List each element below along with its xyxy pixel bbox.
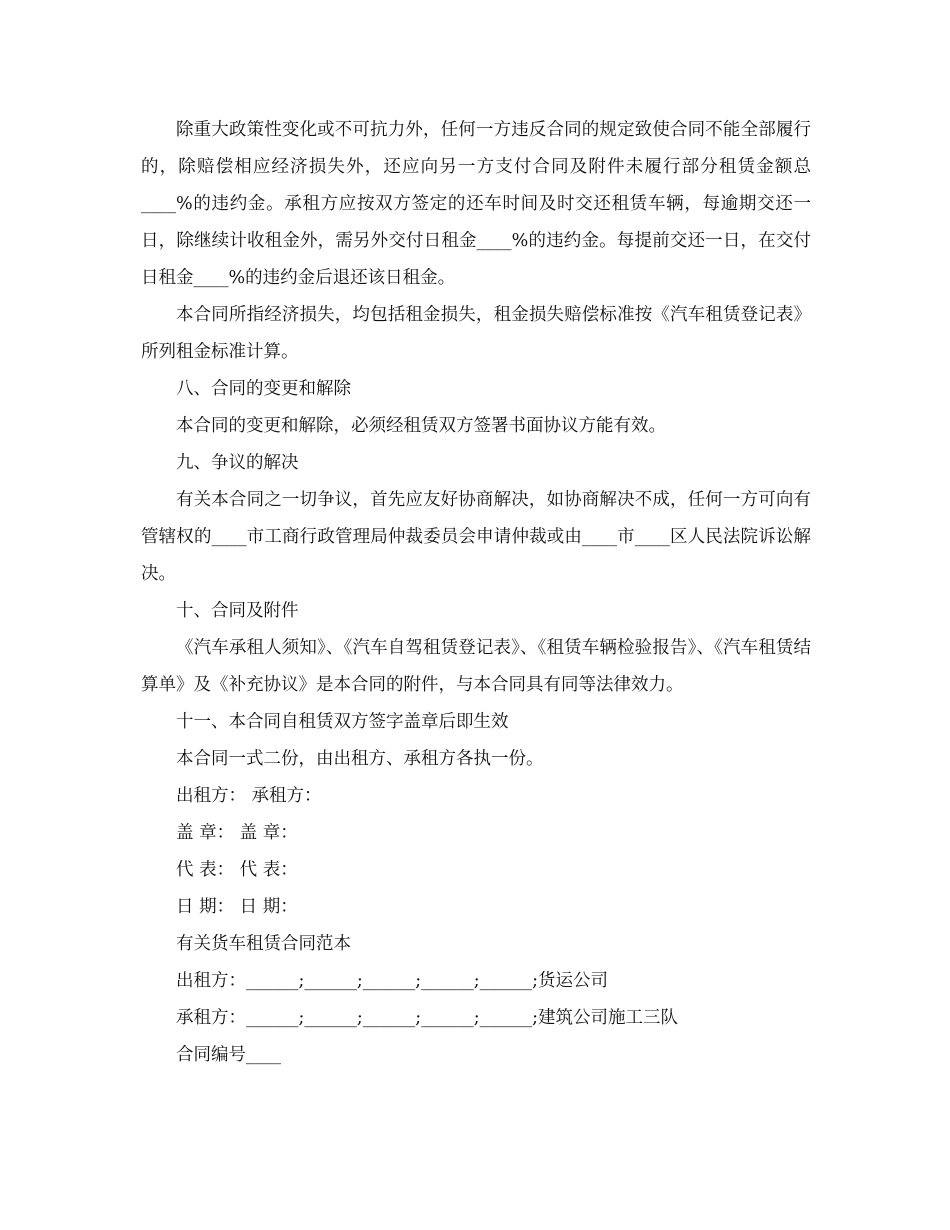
contract-number-line: 合同编号____ [176, 1045, 281, 1065]
document-body [141, 112, 811, 1074]
paragraph-penalty-clause: 除重大政策性变化或不可抗力外，任何一方违反合同的规定致使合同不能全部履行的，除赔偿相应经济损失外，还应向另一方支付合同及附件未履行部分租赁金额总____%的违约金。承租方应按双方签定的还车时间及时交还租赁车辆，每逾期交还一日，除继续计收租金外，需另外交付日租金____%的违约金。每提前交还一日，在交付日租金____%的违约金后退还该日租金。 [141, 120, 811, 288]
lessor-line: 出租方：______;______;______;______;______;货运公司 [176, 971, 608, 991]
heading-section-10: 十、合同及附件 [176, 601, 299, 621]
signature-parties: 出租方： 承租方： [176, 786, 322, 806]
paragraph-economic-loss: 本合同所指经济损失，均包括租金损失，租金损失赔偿标准按《汽车租赁登记表》所列租金标准计算。 [141, 305, 811, 362]
title-truck-lease-contract: 有关货车租赁合同范本 [176, 934, 351, 954]
paragraph-copies: 本合同一式二份，由出租方、承租方各执一份。 [176, 749, 544, 769]
heading-section-9: 九、争议的解决 [176, 453, 299, 473]
signature-seal: 盖 章： 盖 章： [176, 823, 298, 843]
signature-representative: 代 表： 代 表： [176, 860, 298, 880]
lessee-line: 承租方：______;______;______;______;______;建筑公司施工三队 [176, 1008, 678, 1028]
heading-section-11: 十一、本合同自租赁双方签字盖章后即生效 [176, 712, 509, 732]
heading-section-8: 八、合同的变更和解除 [176, 379, 351, 399]
paragraph-dispute-resolution: 有关本合同之一切争议，首先应友好协商解决，如协商解决不成，任何一方可向有管辖权的____市工商行政管理局仲裁委员会申请仲裁或由____市____区人民法院诉讼解决。 [141, 490, 811, 584]
signature-date: 日 期： 日 期： [176, 897, 298, 917]
paragraph-attachments: 《汽车承租人须知》、《汽车自驾租赁登记表》、《租赁车辆检验报告》、《汽车租赁结算单》及《补充协议》是本合同的附件，与本合同具有同等法律效力。 [141, 638, 811, 695]
paragraph-change-termination: 本合同的变更和解除，必须经租赁双方签署书面协议方能有效。 [176, 416, 666, 436]
